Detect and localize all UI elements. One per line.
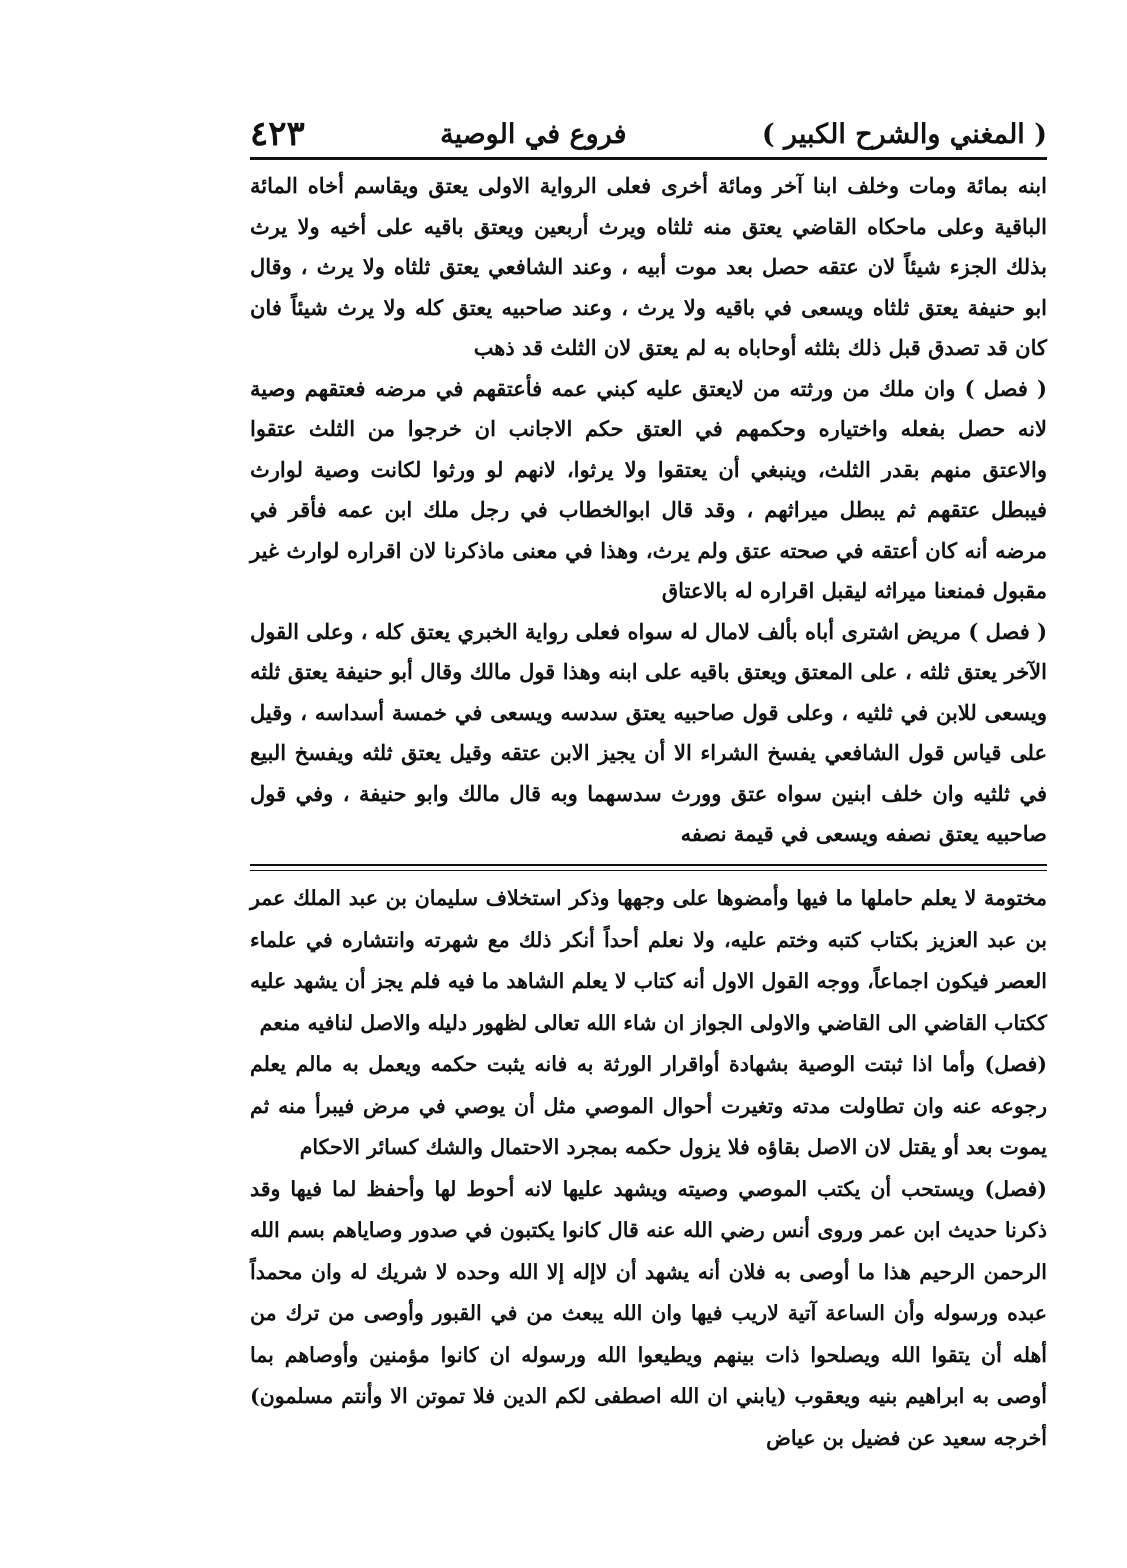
main-paragraph: ( فصل ) وان ملك من ورثته من لايعتق عليه كبني عمه فأعتقهم في مرضه فعتقهم وصية لانه حصل بفعله واختياره وحكمهم في العتق حكم الاجانب ان خرجوا من الثلث عتقوا والاعتق منهم بقدر الثلث، وينبغي أن يعتقوا ولا يرثوا، لانهم لو ورثوا لكانت وصية لوارث فيبطل عتقهم ثم يبطل ميراثهم ، وقد قال ابوالخطاب في رجل ملك ابن عمه فأقر في مرضه أنه كان أعتقه في صحته عتق ولم يرث، وهذا في معنى ماذكرنا لان اقراره لوارث غير مقبول فمنعنا ميراثه ليقبل اقراره له بالاعتاق (250, 375, 1047, 603)
footnote-divider (250, 864, 1047, 866)
main-paragraph: ابنه بمائة ومات وخلف ابنا آخر ومائة أخرى فعلى الرواية الاولى يعتق ويقاسم أخاه المائة الباقية وعلى ماحكاه القاضي يعتق منه ثلثاه ويرث أربعين ويعتق باقيه على أخيه ولا يرث بذلك الجزء شيئاً لان عتقه حصل بعد موت أبيه ، وعند الشافعي يعتق ثلثاه ولا يرث ، وقال ابو حنيفة يعتق ثلثاه ويسعى في باقيه ولا يرث ، وعند صاحبيه يعتق كله ولا يرث شيئاً فان كان قد تصدق قبل ذلك بثلثه أوحاباه به لم يعتق لان الثلث قد ذهب (250, 173, 1047, 360)
header-rule (250, 157, 1047, 160)
book-title: ( المغني والشرح الكبير ) (761, 118, 1047, 150)
footnote-divider-thin (250, 870, 1047, 871)
main-text (250, 166, 1047, 855)
main-paragraph: ( فصل ) مريض اشترى أباه بألف لامال له سواه فعلى رواية الخبري يعتق كله ، وعلى القول الآخر يعتق ثلثه ، على المعتق ويعتق باقيه على ابنه وهذا قول مالك وقال أبو حنيفة يعتق ثلثه ويسعى للابن في ثلثيه ، وعلى قول صاحبيه يعتق سدسه ويسعى في خمسة أسداسه ، وقيل على قياس قول الشافعي يفسخ الشراء الا أن يجيز الابن عتقه وقيل يعتق ثلثه ويفسخ البيع في ثلثيه وان خلف ابنين سواه عتق وورث سدسهما وبه قال مالك وابو حنيفة ، وفي قول صاحبيه يعتق نصفه ويسعى في قيمة نصفه (250, 618, 1047, 846)
page-header (250, 112, 1047, 156)
section-title: فروع في الوصية (440, 118, 627, 150)
page-number: ٤٢٣ (250, 114, 305, 154)
footnotes-section (250, 878, 1047, 1459)
footnote-paragraph: مختومة لا يعلم حاملها ما فيها وأمضوها على وجهها وذكر استخلاف سليمان بن عبد الملك عمر بن عبد العزيز بكتاب كتبه وختم عليه، ولا نعلم أحداً أنكر ذلك مع شهرته وانتشاره في علماء العصر فيكون اجماعاً، ووجه القول الاول أنه كتاب لا يعلم الشاهد ما فيه فلم يجز أن يشهد عليه ككتاب القاضي الى القاضي والاولى الجواز ان شاء الله تعالى لظهور دليله والاصل لنافيه منعم (250, 886, 1047, 1035)
footnote-paragraph: (فصل) وأما اذا ثبتت الوصية بشهادة أواقرار الورثة به فانه يثبت حكمه ويعمل به مالم يعلم رجوعه عنه وان تطاولت مدته وتغيرت أحوال الموصي مثل أن يوصي في مرض فيبرأ منه ثم يموت بعد أو يقتل لان الاصل بقاؤه فلا يزول حكمه بمجرد الاحتمال والشك كسائر الاحكام (250, 1052, 1047, 1159)
footnote-paragraph: (فصل) ويستحب أن يكتب الموصي وصيته ويشهد عليها لانه أحوط لها وأحفظ لما فيها وقد ذكرنا حديث ابن عمر وروى أنس رضي الله عنه قال كانوا يكتبون في صدور وصاياهم بسم الله الرحمن الرحيم هذا ما أوصى به فلان أنه يشهد أن لاإله إلا الله وحده لا شريك له وان محمداً عبده ورسوله وأن الساعة آتية لاريب فيها وان الله يبعث من في القبور وأوصى من ترك من أهله أن يتقوا الله ويصلحوا ذات بينهم ويطيعوا الله ورسوله ان كانوا مؤمنين وأوصاهم بما أوصى به ابراهيم بنيه ويعقوب (يابني ان الله اصطفى لكم الدين فلا تموتن الا وأنتم مسلمون) أخرجه سعيد عن فضيل بن عياض (250, 1176, 1047, 1450)
